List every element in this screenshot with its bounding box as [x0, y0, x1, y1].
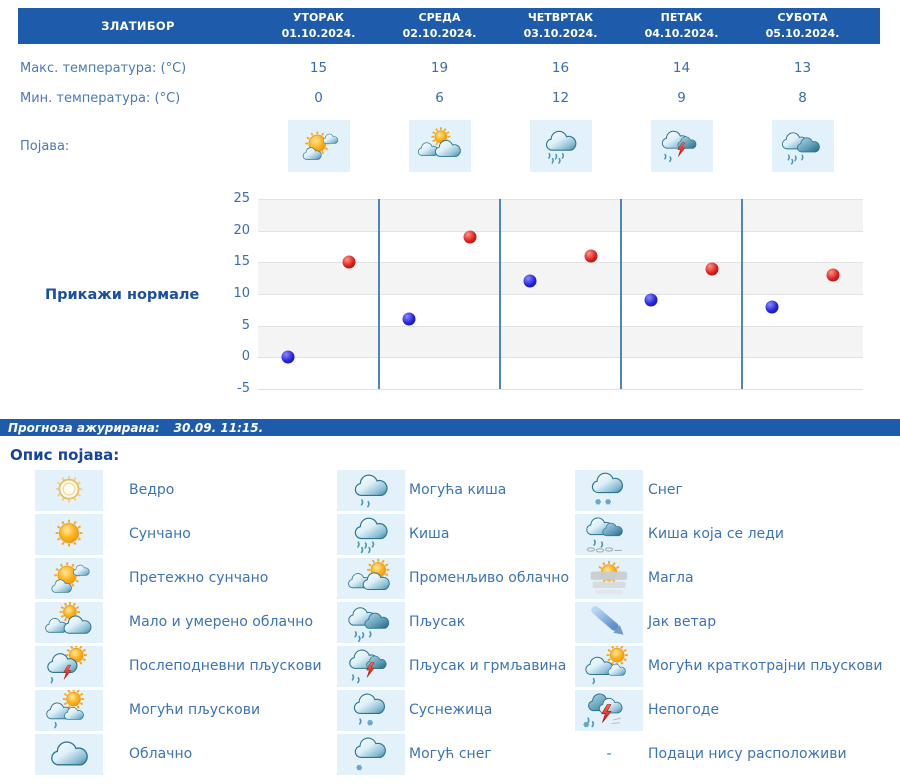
chart-y-tick-label: 10 [233, 286, 250, 301]
variable-cloudy-weather-icon [341, 558, 401, 598]
fog-weather-icon [579, 558, 639, 598]
chart-dot-min-temp [403, 313, 416, 326]
legend-label: Облачно [129, 746, 193, 762]
chart-dot-max-temp [584, 250, 597, 263]
chart-y-tick-label: -5 [237, 381, 250, 396]
min-temp-value: 12 [551, 90, 570, 106]
phenomena-icon-box [651, 120, 713, 172]
chart-y-tick-label: 20 [233, 222, 250, 238]
max-temp-value: 13 [793, 60, 812, 76]
cloudy-weather-icon [39, 734, 99, 774]
temperature-chart [225, 191, 863, 396]
partly-cloudy-weather-icon [39, 602, 99, 642]
afternoon-showers-weather-icon [39, 646, 99, 686]
chart-dot-min-temp [282, 351, 295, 364]
legend-label: Киша [409, 526, 450, 542]
chart-dot-max-temp [705, 262, 718, 275]
day-date: 04.10.2024. [644, 27, 719, 40]
day-date: 05.10.2024. [765, 27, 840, 40]
legend-item [35, 468, 337, 512]
legend-item [575, 468, 900, 512]
chart-y-tick-label: 15 [233, 254, 250, 270]
legend-item [575, 644, 900, 688]
legend-label: Снег [648, 482, 683, 498]
rain-weather-icon [534, 125, 588, 167]
min-temp-value: 0 [314, 90, 323, 106]
chart-dot-min-temp [766, 300, 779, 313]
legend-label: Могући краткотрајни пљускови [648, 658, 883, 674]
rain-weather-icon [341, 514, 401, 554]
possible-rain-weather-icon [341, 470, 401, 510]
legend-icon-box [575, 558, 643, 599]
legend-label: Суснежица [409, 702, 493, 718]
legend-icon-box [337, 734, 405, 775]
legend-label: Променљиво облачно [409, 570, 570, 586]
chart-band [258, 199, 863, 231]
chart-band [258, 357, 863, 389]
phenomena-icon-box [409, 120, 471, 172]
legend-label: Ведро [129, 482, 175, 498]
max-temp-row [18, 53, 880, 83]
legend-item [337, 600, 575, 644]
phenomena-row [18, 117, 880, 175]
max-temp-values [258, 60, 863, 76]
no-data-dash: - [606, 746, 612, 762]
chart-y-tick-label: 25 [233, 191, 250, 206]
chart-dot-max-temp [342, 256, 355, 269]
day-date: 02.10.2024. [402, 27, 477, 40]
legend-label: Мало и умерено облачно [129, 614, 314, 630]
legend-label: Претежно сунчано [129, 570, 269, 586]
phenomena-icon-box [288, 120, 350, 172]
legend-icon-box [337, 602, 405, 643]
legend-item [35, 556, 337, 600]
legend-item [337, 688, 575, 732]
legend-icon-box [337, 514, 405, 555]
legend-title: Опис појава: [10, 446, 120, 464]
clear-weather-icon [39, 470, 99, 510]
chart-y-axis [225, 191, 258, 396]
sleet-weather-icon [341, 690, 401, 730]
max-temp-value: 16 [551, 60, 570, 76]
legend-item [35, 644, 337, 688]
chart-dot-max-temp [826, 269, 839, 282]
freezing-rain-weather-icon [579, 514, 639, 554]
legend-icon-box [35, 734, 103, 775]
forecast-table-header [18, 8, 880, 44]
max-temp-label: Макс. температура: (°C) [20, 60, 187, 76]
legend-item [337, 556, 575, 600]
legend-icon-box [35, 646, 103, 687]
phenomena-icon-cell [621, 120, 742, 172]
legend-item [337, 468, 575, 512]
min-temp-value: 9 [677, 90, 686, 106]
legend-label: Могући пљускови [129, 702, 261, 718]
legend-icon-box [337, 690, 405, 731]
legend-label: Послеподневни пљускови [129, 658, 322, 674]
legend-item [337, 512, 575, 556]
weather-legend [35, 468, 900, 776]
legend-item [575, 556, 900, 600]
chart-plot-area [258, 199, 863, 390]
legend-icon-box [337, 470, 405, 511]
day-name: ЧЕТВРТАК [527, 11, 594, 25]
day-name: ПЕТАК [660, 11, 703, 25]
chart-day-separator [620, 199, 622, 389]
showers-weather-icon [776, 125, 830, 167]
legend-item [337, 732, 575, 776]
show-normals-link[interactable]: Прикажи нормале [45, 287, 200, 303]
legend-icon-box [35, 558, 103, 599]
legend-item [575, 600, 900, 644]
min-temp-value: 8 [798, 90, 807, 106]
phenomena-icon-cell [258, 120, 379, 172]
legend-label: Сунчано [129, 526, 191, 542]
max-temp-value: 14 [672, 60, 691, 76]
storm-weather-icon [579, 690, 639, 730]
showers-thunder-weather-icon [655, 125, 709, 167]
chart-day-separator [499, 199, 501, 389]
day-date: 03.10.2024. [523, 27, 598, 40]
showers-weather-icon [341, 602, 401, 642]
legend-label: Непогоде [648, 702, 720, 718]
legend-icon-box [575, 470, 643, 511]
legend-item [35, 688, 337, 732]
min-temp-values [258, 90, 863, 106]
legend-item [35, 732, 337, 776]
legend-item [337, 644, 575, 688]
phenomena-icons [258, 120, 863, 172]
legend-label: Пљусак [409, 614, 466, 630]
legend-label: Могућа киша [409, 482, 507, 498]
max-temp-value: 19 [430, 60, 449, 76]
legend-item [575, 512, 900, 556]
legend-item [35, 512, 337, 556]
wind-weather-icon [579, 602, 639, 642]
chart-y-tick-label: 0 [241, 349, 250, 365]
legend-icon-box [35, 514, 103, 555]
day-header [379, 10, 500, 42]
chart-dot-max-temp [463, 231, 476, 244]
legend-icon-box [575, 690, 643, 731]
legend-icon-box [35, 602, 103, 643]
mostly-sunny-weather-icon [39, 558, 99, 598]
location-title: ЗЛАТИБОР [101, 19, 175, 33]
possible-snow-weather-icon [341, 734, 401, 774]
chart-y-tick-label: 5 [241, 317, 250, 333]
phenomena-icon-box [772, 120, 834, 172]
phenomena-label: Појава: [20, 138, 70, 154]
chart-dot-min-temp [645, 294, 658, 307]
phenomena-icon-cell [379, 120, 500, 172]
day-header [500, 10, 621, 42]
chart-day-separator [741, 199, 743, 389]
day-name: УТОРАК [293, 11, 344, 25]
day-header [742, 10, 863, 42]
legend-icon-box [575, 514, 643, 555]
legend-icon-box [337, 558, 405, 599]
legend-label: Јак ветар [648, 614, 717, 630]
legend-icon-box [575, 646, 643, 687]
short-showers-weather-icon [579, 646, 639, 686]
possible-showers-weather-icon [39, 690, 99, 730]
legend-icon-box [337, 646, 405, 687]
forecast-table [18, 8, 880, 175]
chart-dot-min-temp [524, 275, 537, 288]
chart-band [258, 326, 863, 358]
day-name: СРЕДА [418, 11, 461, 25]
legend-label: Могућ снег [409, 746, 492, 762]
legend-item [35, 600, 337, 644]
legend-icon-box [575, 602, 643, 643]
forecast-updated-time: 30.09. 11:15. [173, 420, 264, 435]
day-header [258, 10, 379, 42]
legend-item [575, 732, 900, 776]
sunny-weather-icon [39, 514, 99, 554]
min-temp-value: 6 [435, 90, 444, 106]
mostly-sunny-weather-icon [292, 125, 346, 167]
legend-item [575, 688, 900, 732]
showers-thunder-weather-icon [341, 646, 401, 686]
legend-label: Подаци нису расположиви [648, 746, 847, 762]
partly-cloudy-weather-icon [413, 125, 467, 167]
legend-label: Киша која се леди [648, 526, 784, 542]
day-date: 01.10.2024. [281, 27, 356, 40]
temperature-chart-section [0, 191, 900, 405]
phenomena-icon-box [530, 120, 592, 172]
phenomena-icon-cell [500, 120, 621, 172]
forecast-updated-bar [0, 419, 900, 436]
legend-label: Пљусак и грмљавина [409, 658, 567, 674]
day-name: СУБОТА [777, 11, 828, 25]
min-temp-label: Мин. температура: (°C) [20, 90, 181, 106]
day-headers [258, 10, 863, 42]
legend-label: Магла [648, 570, 694, 586]
max-temp-value: 15 [309, 60, 328, 76]
chart-day-separator [378, 199, 380, 389]
snow-weather-icon [579, 470, 639, 510]
day-header [621, 10, 742, 42]
phenomena-icon-cell [742, 120, 863, 172]
forecast-updated-label: Прогноза ажурирана: [8, 420, 160, 435]
legend-icon-box [35, 470, 103, 511]
min-temp-row [18, 83, 880, 113]
legend-icon-box [35, 690, 103, 731]
